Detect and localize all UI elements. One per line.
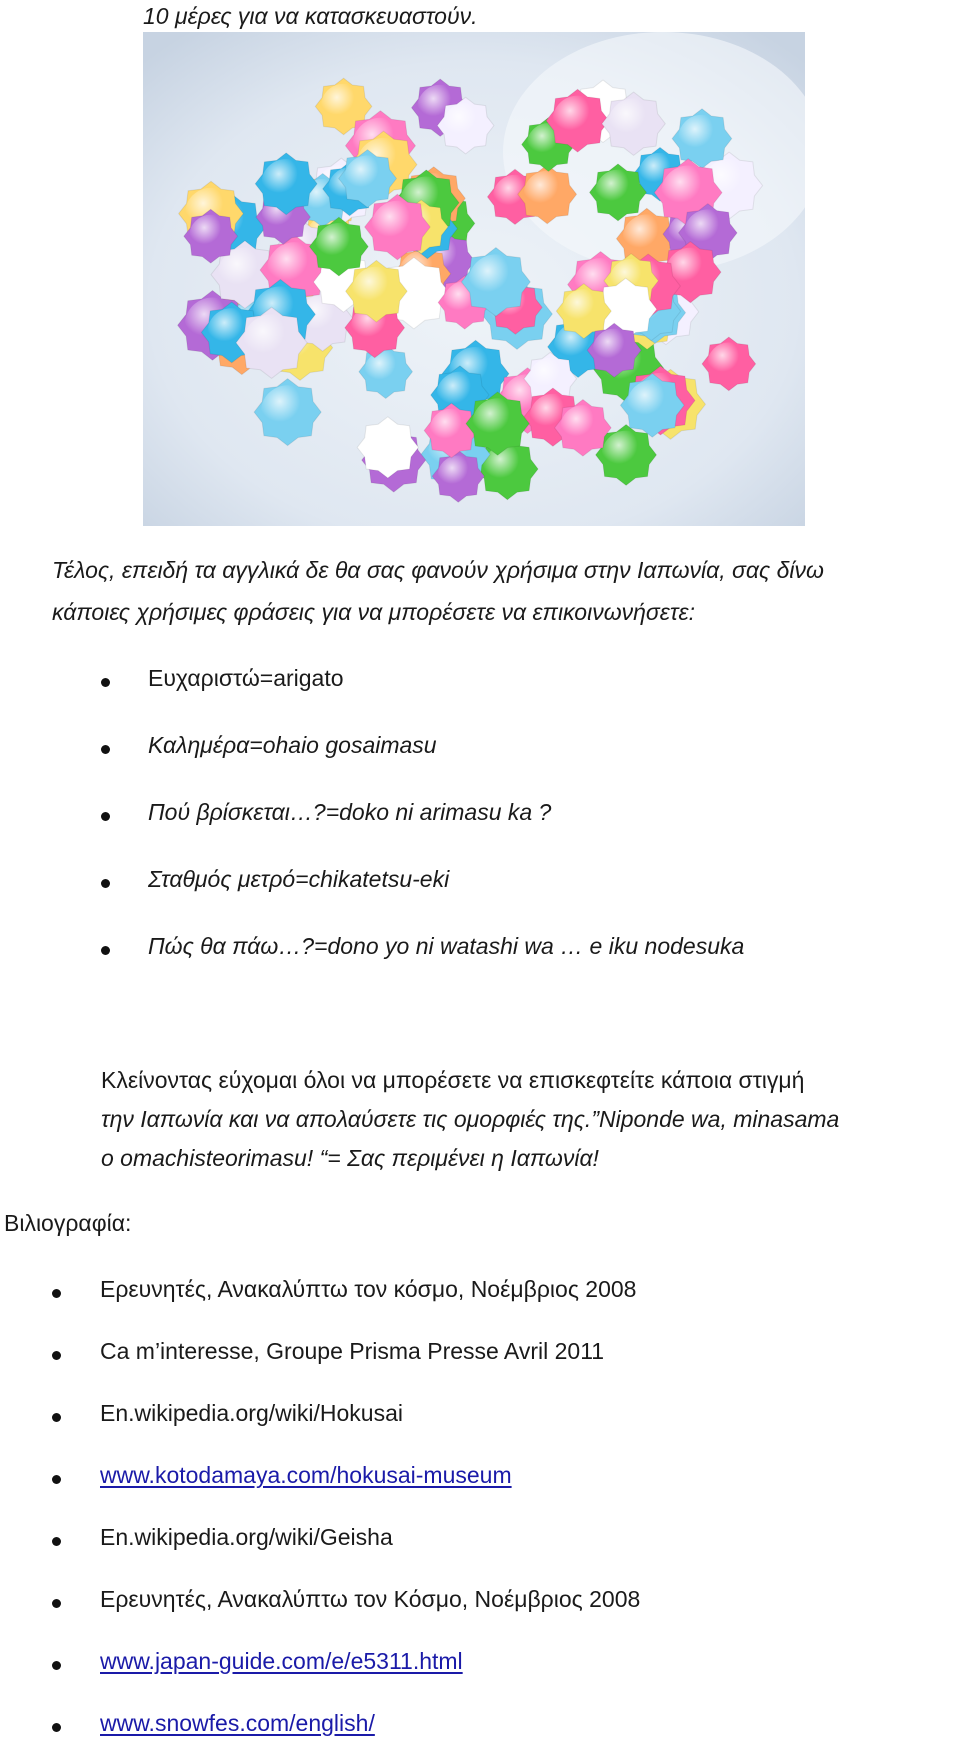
phrase-item: Ευχαριστώ=arigato [148,665,344,691]
candy-highlight [524,171,571,218]
candy-photo [143,32,805,526]
candy-highlight [243,314,300,371]
candy-highlight [261,385,315,439]
bullet-icon [52,1289,61,1298]
bullet-icon [101,879,110,888]
bullet-icon [52,1413,61,1422]
phrases-intro-line2: κάποιες χρήσιμες φράσεις για να μπορέσετε να επικοινωνήσετε: [52,599,695,625]
phrase-item: Πού βρίσκεται…?=doko ni arimasu ka ? [148,799,552,825]
bullet-icon [52,1351,61,1360]
candy-highlight [443,103,488,148]
candy-highlight [371,201,424,254]
bibliography-link[interactable]: www.snowfes.com/english/ [100,1710,375,1736]
candy-highlight [678,115,726,163]
candy-highlight [189,215,232,258]
candy-highlight [595,170,641,216]
bullet-icon [101,812,110,821]
closing-line2: την Ιαπωνία και να απολαύσετε τις ομορφιές της.”Niponde wa, minasama [101,1106,840,1132]
bibliography-link[interactable]: www.kotodamaya.com/hokusai-museum [100,1462,512,1488]
bibliography-item: Ερευνητές, Ανακαλύπτω τον κόσμο, Νοέμβριος 2008 [100,1276,637,1302]
candy-highlight [593,329,636,372]
bullet-icon [101,678,110,687]
intro-line: 10 μέρες για να κατασκευαστούν. [143,3,478,29]
candy-highlight [707,342,750,385]
candy-highlight [472,398,523,449]
bibliography-item: En.wikipedia.org/wiki/Geisha [100,1524,393,1550]
candy-highlight [352,267,401,316]
phrase-item: Πώς θα πάω…?=dono yo ni watashi wa … e iku nodesuka [148,933,745,959]
candy-highlight [468,254,523,309]
candy-highlight [483,444,532,493]
closing-line3: o omachisteorimasu! “= Σας περιμένει η Ιαπωνία! [101,1145,599,1171]
candy-highlight [560,405,605,450]
candy-highlight [315,223,362,270]
bullet-icon [52,1661,61,1670]
candy-highlight [608,98,659,149]
bibliography-link[interactable]: www.japan-guide.com/e/e5311.html [100,1648,463,1674]
phrase-item: Καλημέρα=ohaio gosaimasu [148,732,437,758]
bullet-icon [52,1599,61,1608]
bibliography-item: Ερευνητές, Ανακαλύπτω τον Κόσμο, Νοέμβριος 2008 [100,1586,641,1612]
bullet-icon [52,1475,61,1484]
candy-highlight [344,155,390,201]
bibliography-item: Ca m’interesse, Groupe Prisma Presse Avril 2011 [100,1338,605,1364]
candy-highlight [430,409,474,453]
bullet-icon [101,745,110,754]
bullet-icon [52,1723,61,1732]
candy-highlight [562,289,606,333]
candy-highlight [363,423,412,472]
bullet-icon [101,946,110,955]
bullet-icon [52,1537,61,1546]
candy-highlight [261,159,310,208]
candy-highlight [602,431,651,480]
candy-highlight [437,455,479,497]
bibliography-item: En.wikipedia.org/wiki/Hokusai [100,1400,403,1426]
closing-line1: Κλείνοντας εύχομαι όλοι να μπορέσετε να επισκεφτείτε κάποια στιγμή [101,1067,805,1093]
bibliography-title: Βιλιογραφία: [4,1210,132,1236]
candy-highlight [364,350,407,393]
phrase-item: Σταθμός μετρό=chikatetsu-eki [148,866,450,892]
phrases-intro-line1: Τέλος, επειδή τα αγγλικά δε θα σας φανούν χρήσιμα στην Ιαπωνία, σας δίνω [52,557,824,583]
candy-highlight [552,96,602,146]
candy-highlight [627,380,678,431]
